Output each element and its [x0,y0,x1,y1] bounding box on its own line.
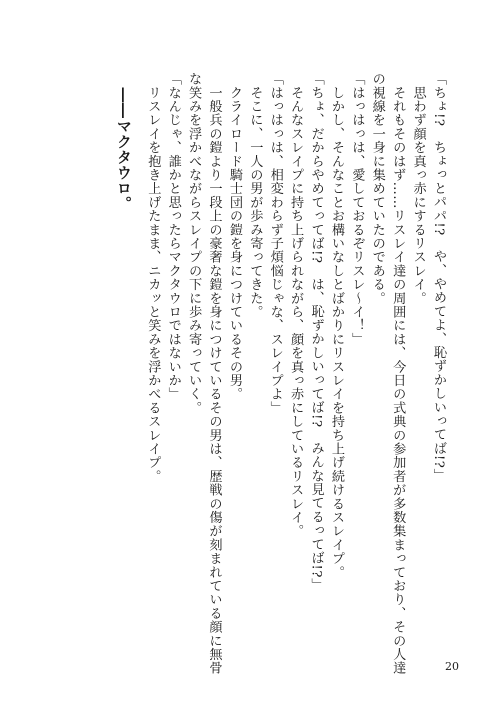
text-line: 一般兵の鎧より一段上の豪奢な鎧を身につけているその男は、歴戦の傷が刻まれている顔に無骨 [206,72,222,675]
text-line: 思わず顔を真っ赤にするリスレイ。 [410,72,426,305]
text-line: 「はっはっは、愛しておるぞリスレ〜イ！」 [349,72,365,346]
text-line: クライロード騎士団の鎧を身につけているその男。 [226,72,242,401]
text-line: の視線を一身に集めていたのである。 [369,72,385,305]
text-line: 「ちょ!? ちょっとパパ!? や、やめてよ、恥ずかしいってば!?」 [431,72,446,483]
text-line: そこに、一人の男が歩み寄ってきた。 [247,72,263,319]
text-line: 「はっはっは、相変わらず子煩悩じゃな、スレイプよ」 [267,72,283,415]
text-line: それもそのはず……リスレイ達の周囲には、今日の式典の参加者が多数集まっており、その人達 [390,72,406,675]
text-line: しかし、そんなことお構いなしとばかりにリスレイを持ち上げ続けるスレイプ。 [328,72,344,579]
text-line: そんなスレイプに持ち上げられながら、顔を真っ赤にしているリスレイ。 [288,72,304,538]
page-number: 20 [445,660,459,673]
vertical-text-block [102,72,449,675]
emphasis-line: ――マクタウロ。 [114,72,133,212]
text-line: 「なんじゃ、誰かと思ったらマクタウロではないか」 [165,72,181,401]
text-line: リスレイを抱き上げたまま、ニカッと笑みを浮かべるスレイプ。 [145,72,161,483]
text-line: な笑みを浮かべながらスレイプの下に歩み寄っていく。 [186,72,202,415]
text-line: 「ちょ、だからやめてってば!? は、恥ずかしいってば!? みんな見てるってば!?」 [308,72,324,592]
